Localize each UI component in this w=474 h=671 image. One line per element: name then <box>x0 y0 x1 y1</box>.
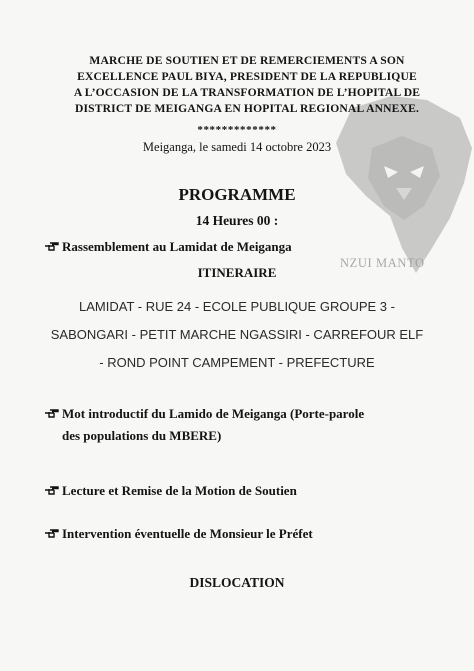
route-line: - ROND POINT CAMPEMENT - PREFECTURE <box>99 355 375 370</box>
title-line: EXCELLENCE PAUL BIYA, PRESIDENT DE LA REPUBLIQUE <box>77 70 417 83</box>
itinerary-heading: ITINERAIRE <box>197 265 277 280</box>
programme-heading: PROGRAMME <box>178 185 296 204</box>
closing-dislocation: DISLOCATION <box>189 575 285 590</box>
list-item-line: des populations du MBERE) <box>62 428 222 443</box>
list-item-mot-introductif <box>44 403 444 447</box>
title-line: MARCHE DE SOUTIEN ET DE REMERCIEMENTS A SON <box>89 54 405 67</box>
document-title <box>48 53 446 117</box>
title-line: A L’OCCASION DE LA TRANSFORMATION DE L’HOPITAL DE <box>73 86 421 99</box>
list-item-line: Mot introductif du Lamido de Meiganga (Porte-parole <box>62 406 365 421</box>
star-separator: ************* <box>197 124 277 136</box>
route-line: LAMIDAT - RUE 24 - ECOLE PUBLIQUE GROUPE 3 - <box>79 299 395 314</box>
list-item-text: Lecture et Remise de la Motion de Soutien <box>62 483 297 498</box>
list-item-text: Rassemblement au Lamidat de Meiganga <box>62 239 292 254</box>
start-time: 14 Heures 00 : <box>195 213 279 228</box>
pointing-hand-icon <box>44 408 59 418</box>
itinerary-route <box>25 293 449 377</box>
title-line: DISTRICT DE MEIGANGA EN HOPITAL REGIONAL ANNEXE. <box>74 102 420 115</box>
watermark-text: NZUI MANTO <box>340 256 425 270</box>
dateline: Meiganga, le samedi 14 octobre 2023 <box>142 140 332 154</box>
pointing-hand-icon <box>44 528 59 538</box>
route-line: SABONGARI - PETIT MARCHE NGASSIRI - CARREFOUR ELF <box>50 327 424 342</box>
pointing-hand-icon <box>44 241 59 251</box>
list-item-lecture <box>44 480 444 502</box>
list-item-text <box>62 403 364 447</box>
list-item-rassemblement <box>44 236 444 258</box>
list-item-intervention <box>44 523 444 545</box>
pointing-hand-icon <box>44 485 59 495</box>
list-item-text: Intervention éventuelle de Monsieur le Préfet <box>62 526 313 541</box>
